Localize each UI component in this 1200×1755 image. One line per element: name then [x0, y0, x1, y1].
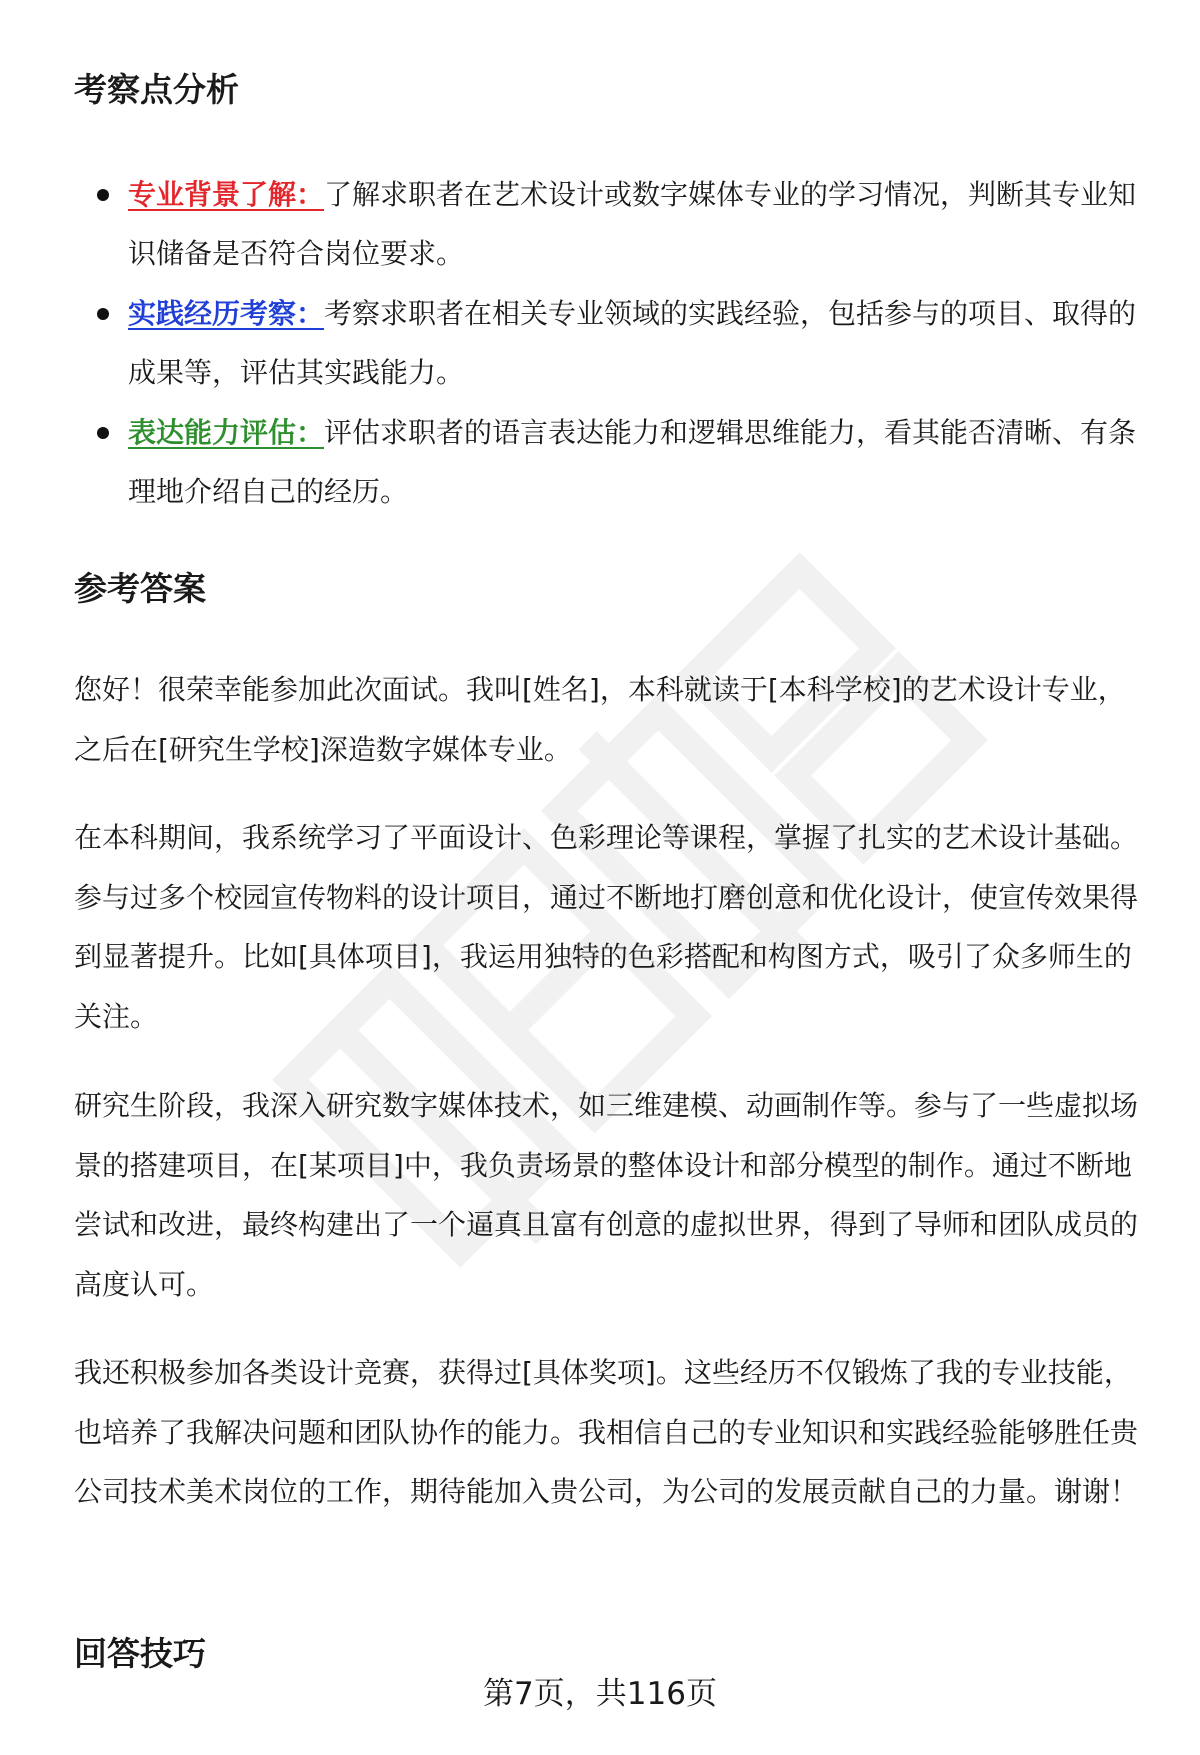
answer-heading: 参考答案 — [74, 569, 206, 608]
point-label: 实践经历考察： — [128, 297, 325, 330]
point-text: 了解求职者在艺术设计或数字媒体专业的学习情况，判断其专业知识储备是否符合岗位要求。 — [128, 178, 1137, 270]
list-item — [74, 165, 1144, 283]
bullet-icon — [97, 427, 109, 439]
answer-paragraph: 在本科期间，我系统学习了平面设计、色彩理论等课程，掌握了扎实的艺术设计基础。参与过多个校园宣传物料的设计项目，通过不断地打磨创意和优化设计，使宣传效果得到显著提升。比如[具体项目]，我运用独特的色彩搭配和构图方式，吸引了众多师生的关注。 — [74, 821, 1139, 1033]
page-number: 第7页，共116页 — [483, 1676, 717, 1712]
list-item — [74, 284, 1144, 402]
list-item — [74, 403, 1144, 521]
point-label: 专业背景了解： — [128, 178, 325, 211]
answer-paragraph: 您好！很荣幸能参加此次面试。我叫[姓名]，本科就读于[本科学校]的艺术设计专业，之后在[研究生学校]深造数字媒体专业。 — [74, 673, 1126, 766]
point-text: 评估求职者的语言表达能力和逻辑思维能力，看其能否清晰、有条理地介绍自己的经历。 — [128, 416, 1137, 508]
answer-paragraph: 研究生阶段，我深入研究数字媒体技术，如三维建模、动画制作等。参与了一些虚拟场景的搭建项目，在[某项目]中，我负责场景的整体设计和部分模型的制作。通过不断地尝试和改进，最终构建出了一个逼真且富有创意的虚拟世界，得到了导师和团队成员的高度认可。 — [74, 1089, 1139, 1301]
bullet-icon — [97, 189, 109, 201]
tips-heading: 回答技巧 — [74, 1634, 206, 1673]
point-label: 表达能力评估： — [128, 416, 325, 449]
analysis-heading: 考察点分析 — [74, 70, 239, 109]
point-text: 考察求职者在相关专业领域的实践经验，包括参与的项目、取得的成果等，评估其实践能力。 — [128, 297, 1137, 389]
answer-paragraph: 我还积极参加各类设计竞赛，获得过[具体奖项]。这些经历不仅锻炼了我的专业技能，也培养了我解决问题和团队协作的能力。我相信自己的专业知识和实践经验能够胜任贵公司技术美术岗位的工作，期待能加入贵公司，为公司的发展贡献自己的力量。谢谢！ — [74, 1356, 1139, 1508]
analysis-points-list — [74, 165, 1144, 522]
bullet-icon — [97, 308, 109, 320]
